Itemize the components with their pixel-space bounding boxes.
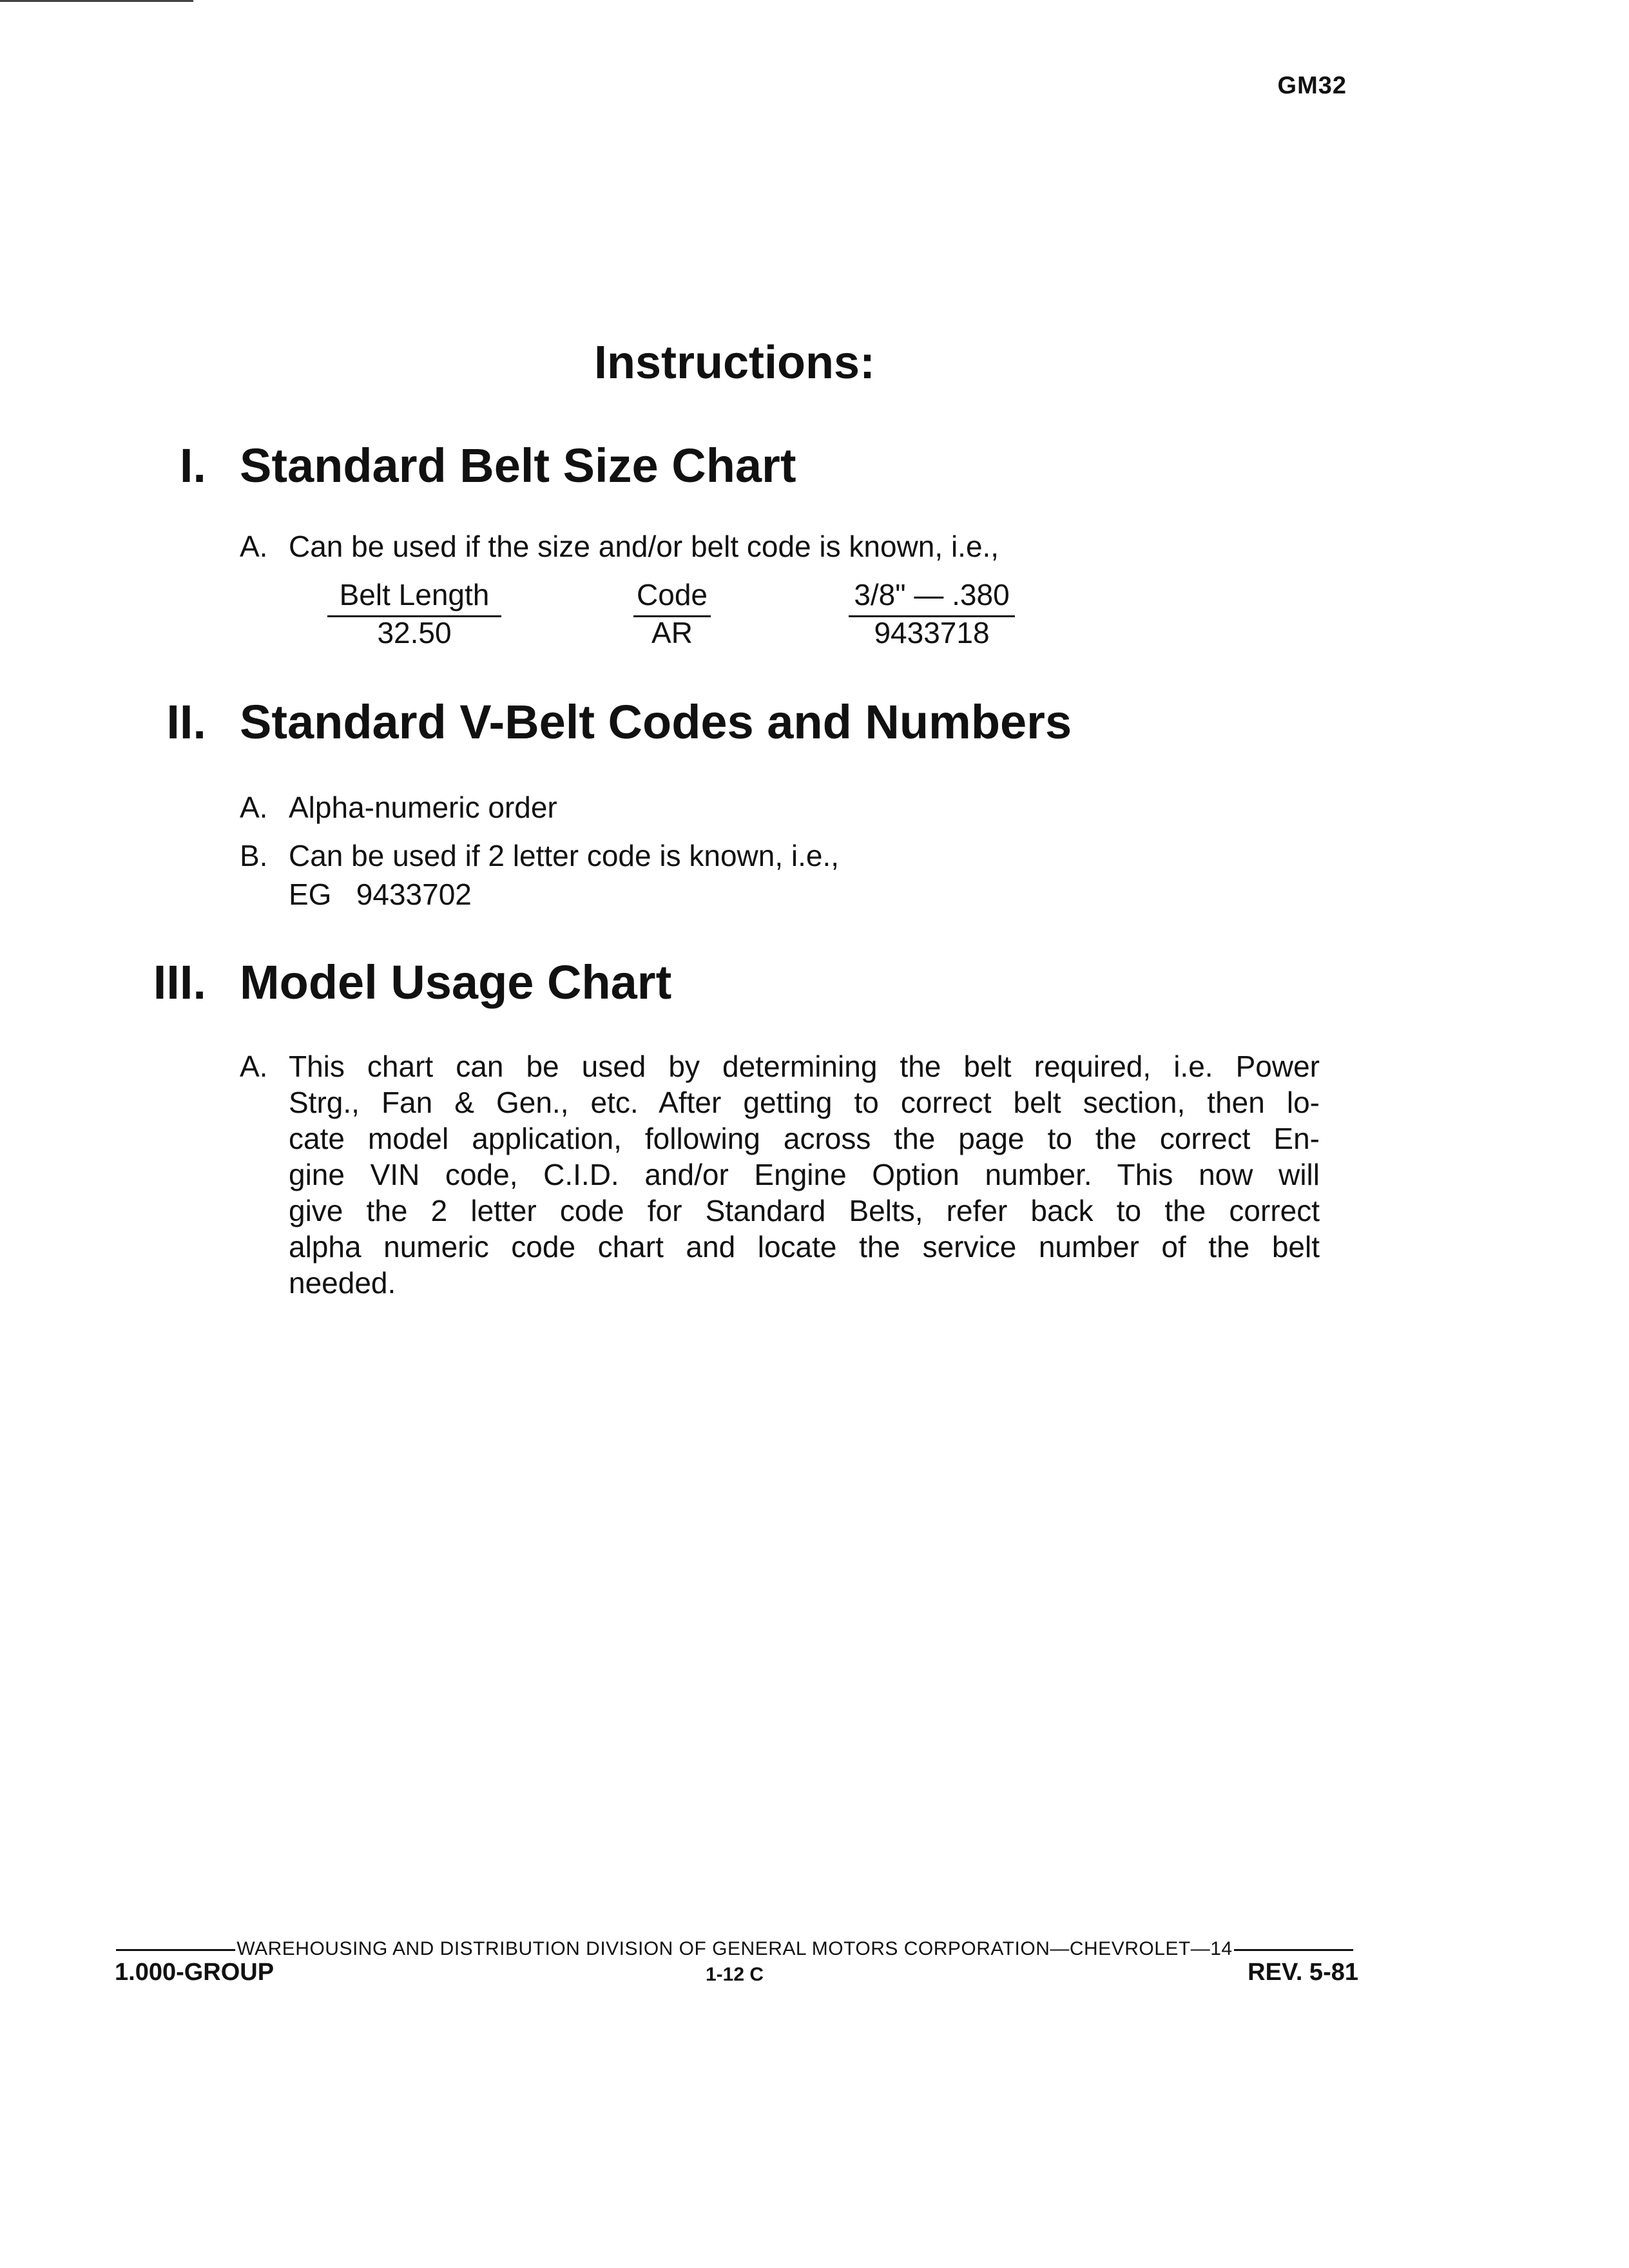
footer-group: 1.000-GROUP <box>115 1959 275 1986</box>
section-3-item-a-paragraph <box>289 1048 1320 1301</box>
footer-page-number: 1-12 C <box>705 1964 764 1985</box>
paragraph-line: cate model application, following across the page to the correct En- <box>289 1122 1320 1155</box>
example-value-belt-length: 32.50 <box>377 616 452 649</box>
section-2-title: Standard V-Belt Codes and Numbers <box>240 695 1072 749</box>
section-3-title: Model Usage Chart <box>240 956 672 1009</box>
paragraph-line: alpha numeric code chart and locate the service number of the belt <box>289 1230 1320 1264</box>
section-2-item-b-text: Can be used if 2 letter code is known, i.e., <box>289 839 840 872</box>
example-column-size <box>849 577 1015 648</box>
paragraph-line: gine VIN code, C.I.D. and/or Engine Option number. This now will <box>289 1158 1320 1191</box>
section-2-example: EG 9433702 <box>289 878 472 911</box>
page-id: GM32 <box>1277 72 1347 99</box>
paragraph-line: Strg., Fan & Gen., etc. After getting to correct belt section, then lo- <box>289 1086 1320 1119</box>
section-1-title: Standard Belt Size Chart <box>240 439 796 492</box>
example-value-code: AR <box>651 616 693 649</box>
section-1-item-a-text: Can be used if the size and/or belt code is known, i.e., <box>289 530 999 563</box>
section-2-item-a-text: Alpha-numeric order <box>289 791 557 824</box>
paragraph-line: needed. <box>289 1266 396 1300</box>
example-value-part-number: 9433718 <box>874 616 990 649</box>
example-column-belt-length <box>327 577 501 648</box>
footer-division-line <box>116 1938 1353 1960</box>
example-header-size: 3/8" — .380 <box>849 577 1015 617</box>
section-2-item-a-letter: A. <box>240 791 268 824</box>
paragraph-line: give the 2 letter code for Standard Belts, refer back to the correct <box>289 1194 1320 1227</box>
top-edge-rule <box>0 0 193 2</box>
example-header-code: Code <box>633 577 711 617</box>
example-header-belt-length: Belt Length <box>327 577 501 617</box>
paragraph-line: This chart can be used by determining the belt required, i.e. Power <box>289 1050 1320 1083</box>
footer-rule-right <box>1234 1949 1353 1951</box>
section-1-number: I. <box>179 439 206 492</box>
section-2-item-b-letter: B. <box>240 839 268 872</box>
footer-rule-left <box>116 1949 235 1951</box>
example-column-code <box>633 577 711 648</box>
footer-division-text: WAREHOUSING AND DISTRIBUTION DIVISION OF GENERAL MOTORS CORPORATION—CHEVROLET—14 <box>236 1938 1233 1959</box>
page-title: Instructions: <box>593 337 875 389</box>
section-2-number: II. <box>166 695 206 749</box>
section-1-item-a-letter: A. <box>240 530 268 563</box>
section-3-number: III. <box>153 956 206 1009</box>
section-3-item-a-letter: A. <box>240 1050 268 1083</box>
footer-revision: REV. 5-81 <box>1248 1959 1358 1986</box>
